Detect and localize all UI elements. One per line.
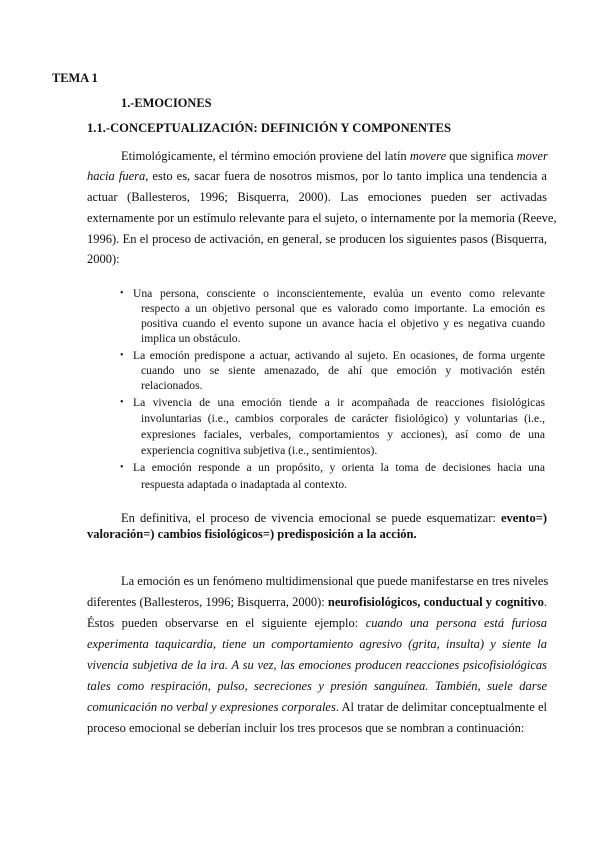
- bullet-4-line-2: respuesta adaptada o inadaptada al contexto.: [141, 478, 348, 491]
- paragraph-3-line-4: experimenta taquicardia, tiene un comportamiento agresivo (grita, insulta) y siente la: [87, 637, 547, 651]
- paragraph-1-line-3: actuar (Ballesteros, 1996; Bisquerra, 2000). Las emociones pueden ser activadas: [87, 190, 547, 204]
- paragraph-3-line-8: proceso emocional se deberían incluir los tres procesos que se nombran a continuación:: [87, 721, 525, 735]
- bullet-2-line-1: La emoción predispone a actuar, activando al sujeto. En ocasiones, de forma urgente: [133, 349, 545, 362]
- bullet-2-line-2: cuando uno se siente amenazado, de ahí que emoción y motivación estén: [141, 364, 545, 377]
- bullet-3-line-3: expresiones faciales, verbales, comportamientos y acciones), así como de una: [141, 428, 545, 441]
- bullet-marker: •: [120, 462, 124, 473]
- section-heading: 1.-EMOCIONES: [121, 96, 212, 110]
- bullet-3-line-4: experiencia cognitiva subjetiva (i.e., sentimientos).: [141, 444, 378, 457]
- paragraph-2-line-1: En definitiva, el proceso de vivencia emocional se puede esquematizar: evento=): [121, 511, 547, 525]
- bullet-3-line-1: La vivencia de una emoción tiende a ir acompañada de reacciones fisiológicas: [133, 396, 545, 409]
- paragraph-1-line-5: 1996). En el proceso de activación, en general, se producen los siguientes pasos (Bisquerra,: [87, 232, 547, 246]
- paragraph-1-line-1: Etimológicamente, el término emoción proviene del latín movere que significa mover: [121, 149, 548, 163]
- paragraph-3-line-1: La emoción es un fenómeno multidimensional que puede manifestarse en tres niveles: [121, 574, 549, 588]
- subsection-heading: 1.1.-CONCEPTUALIZACIÓN: DEFINICIÓN Y COMPONENTES: [87, 121, 451, 135]
- paragraph-1-line-2: hacia fuera, esto es, sacar fuera de nosotros mismos, por lo tanto implica una tendencia a: [87, 169, 547, 183]
- paragraph-3-line-3: Éstos pueden observarse en el siguiente ejemplo: cuando una persona está furiosa: [87, 616, 547, 630]
- document-title: TEMA 1: [52, 71, 98, 85]
- bullet-1-line-2: respecto a un objetivo personal que es valorado como importante. La emoción es: [141, 302, 545, 315]
- bullet-1-line-1: Una persona, consciente o inconscientemente, evalúa un evento como relevante: [133, 287, 545, 300]
- bullet-3-line-2: involuntarias (i.e., cambios corporales de carácter fisiológico) y voluntarias (i.e.,: [141, 412, 545, 425]
- bullet-1-line-3: positiva cuando el evento supone un avance hacia el objetivo y es negativa cuando: [141, 317, 545, 330]
- paragraph-1-line-6: 2000):: [87, 252, 120, 266]
- bullet-4-line-1: La emoción responde a un propósito, y orienta la toma de decisiones hacia una: [133, 461, 545, 474]
- paragraph-3-line-7: comunicación no verbal y expresiones corporales. Al tratar de delimitar conceptualmente el: [87, 700, 547, 714]
- paragraph-3-line-6: tales como respiración, pulso, secreciones y presión sanguínea. También, suele darse: [87, 679, 547, 693]
- bullet-marker: •: [120, 288, 124, 299]
- paragraph-1-line-4: externamente por un estímulo relevante para el sujeto, o internamente por la memoria (Reeve,: [87, 211, 557, 225]
- bullet-marker: •: [120, 350, 124, 361]
- bullet-marker: •: [120, 397, 124, 408]
- paragraph-3-line-5: vivencia subjetiva de la ira. A su vez, las emociones producen reacciones psicofisiológicas: [87, 658, 547, 672]
- bullet-1-line-4: implica un obstáculo.: [141, 332, 241, 345]
- paragraph-3-line-2: diferentes (Ballesteros, 1996; Bisquerra, 2000): neurofisiológicos, conductual y cognitivo.: [87, 595, 547, 609]
- paragraph-2-line-2: valoración=) cambios fisiológicos=) predisposición a la acción.: [87, 527, 417, 541]
- bullet-2-line-3: relacionados.: [141, 379, 203, 392]
